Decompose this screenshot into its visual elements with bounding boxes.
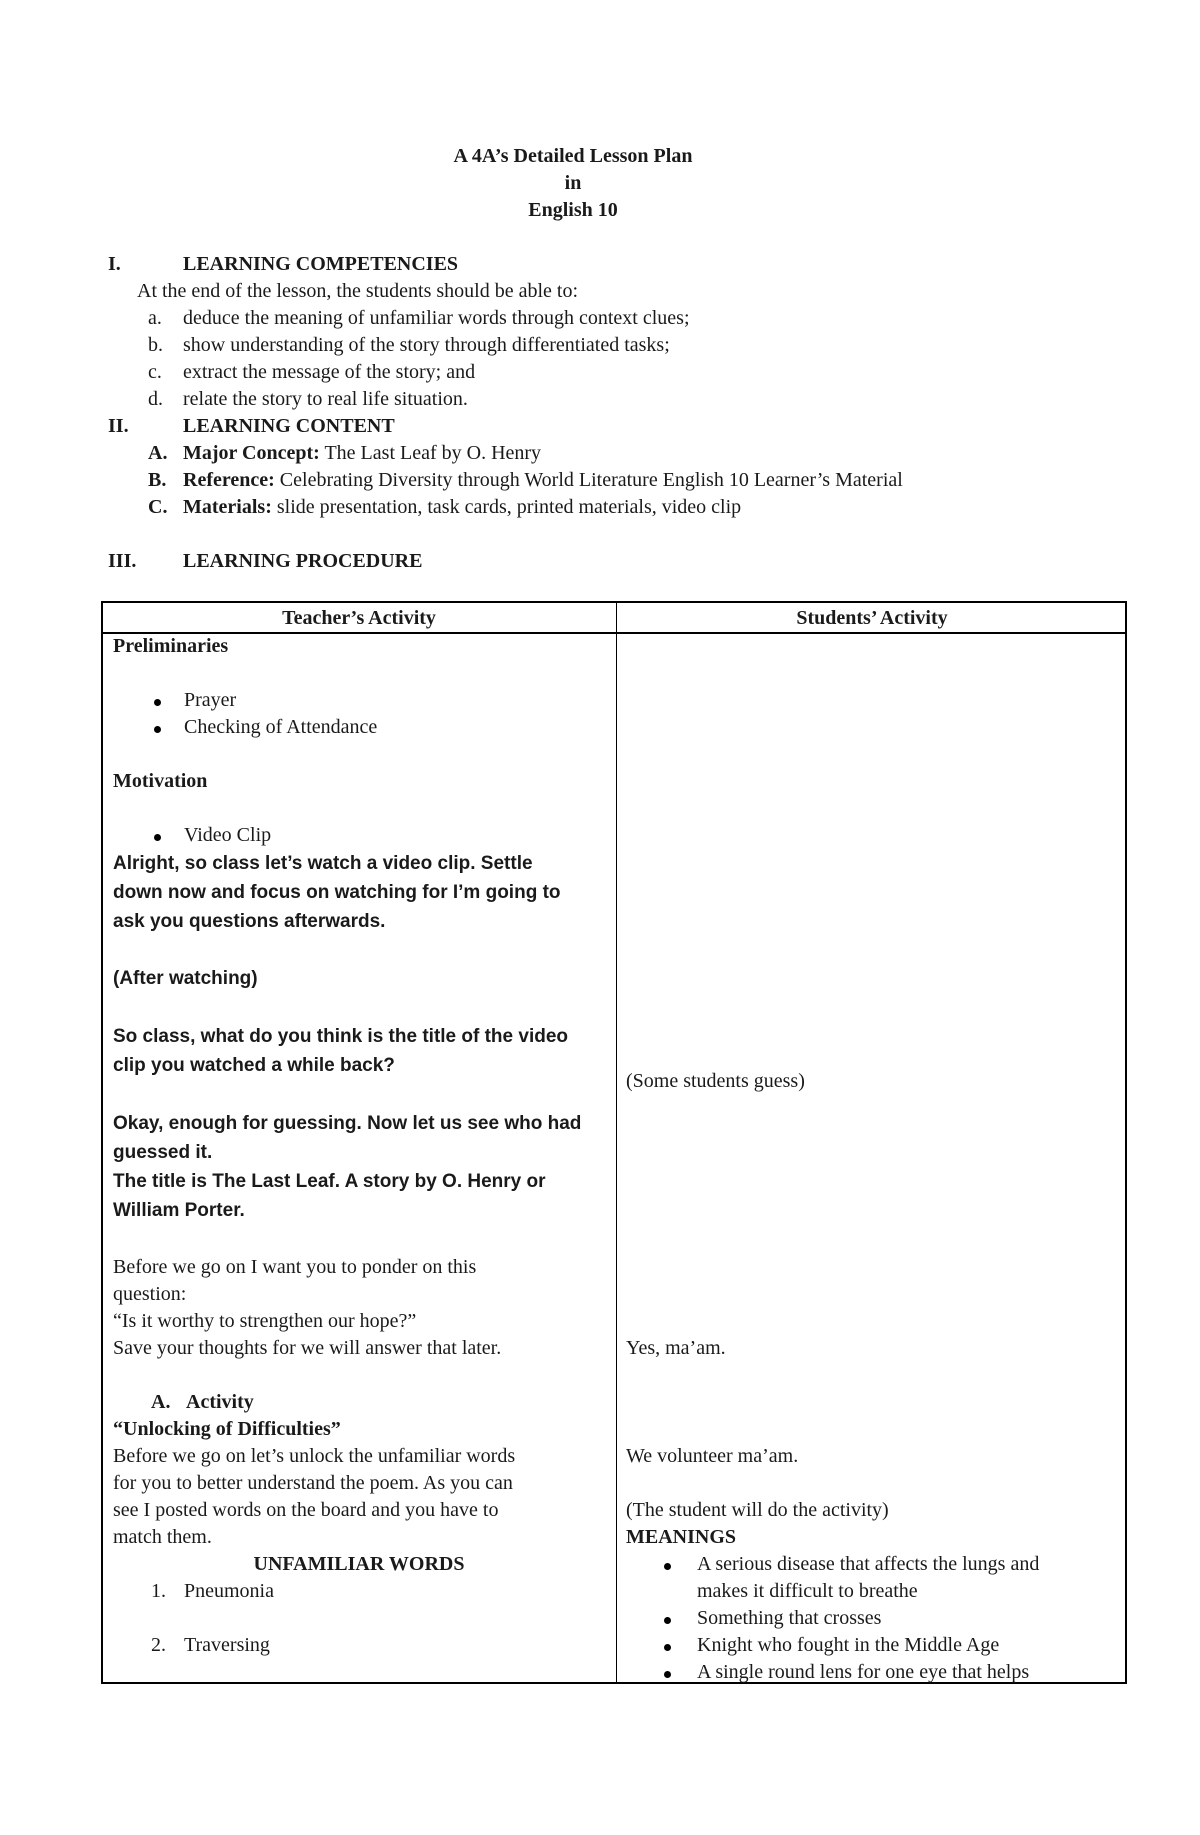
procedure-table [101, 601, 1127, 1684]
competency-item: deduce the meaning of unfamiliar words through context clues; [183, 307, 690, 329]
section1-heading: LEARNING COMPETENCIES [183, 253, 459, 275]
section2-heading: LEARNING CONTENT [183, 415, 395, 437]
section3-numeral: III. [108, 550, 137, 572]
bullet-icon [664, 1563, 671, 1570]
teacher-line: clip you watched a while back? [113, 1055, 395, 1076]
document-title: A 4A’s Detailed Lesson Plan [453, 145, 693, 167]
teacher-line: William Porter. [113, 1200, 245, 1221]
word-marker: 2. [151, 1634, 166, 1656]
word-marker: 1. [151, 1580, 166, 1602]
teacher-line: So class, what do you think is the title of the video [113, 1026, 569, 1047]
column-divider [616, 603, 617, 1682]
teacher-line: ask you questions afterwards. [113, 911, 386, 932]
content-text: Celebrating Diversity through World Literature English 10 Learner’s Material [274, 469, 903, 491]
competency-item: show understanding of the story through differentiated tasks; [183, 334, 670, 356]
bullet-icon [154, 699, 161, 706]
content-item-major-concept [183, 440, 541, 467]
teacher-line: down now and focus on watching for I’m going to [113, 882, 561, 903]
bullet-icon [664, 1617, 671, 1624]
teacher-line: guessed it. [113, 1142, 213, 1163]
word-item: Traversing [184, 1634, 270, 1656]
content-label: Materials: [183, 496, 272, 518]
competency-marker: a. [148, 307, 162, 329]
bullet-icon [664, 1644, 671, 1651]
bullet-icon [154, 726, 161, 733]
attendance-item: Checking of Attendance [184, 716, 378, 738]
word-item: Pneumonia [184, 1580, 274, 1602]
content-label: Major Concept: [183, 442, 320, 464]
content-marker: A. [148, 442, 168, 464]
meaning-item: Something that crosses [697, 1607, 882, 1629]
teacher-line: question: [113, 1283, 187, 1305]
content-label: Reference: [183, 469, 275, 491]
content-text: The Last Leaf by O. Henry [319, 442, 542, 464]
document-title-in: in [564, 172, 582, 194]
content-marker: B. [148, 469, 167, 491]
bullet-icon [664, 1671, 671, 1678]
unfamiliar-words-heading: UNFAMILIAR WORDS [253, 1553, 465, 1575]
meaning-item: Knight who fought in the Middle Age [697, 1634, 1000, 1656]
teacher-line: Alright, so class let’s watch a video clip. Settle [113, 853, 533, 874]
teacher-column-header: Teacher’s Activity [282, 607, 436, 629]
teacher-line: The title is The Last Leaf. A story by O. Henry or [113, 1171, 546, 1192]
student-response: (The student will do the activity) [626, 1499, 889, 1521]
competency-item: extract the message of the story; and [183, 361, 476, 383]
competency-marker: d. [148, 388, 163, 410]
teacher-line: Before we go on I want you to ponder on this [113, 1256, 477, 1278]
student-response: Yes, ma’am. [626, 1337, 726, 1359]
teacher-line: see I posted words on the board and you have to [113, 1499, 499, 1521]
teacher-line: match them. [113, 1526, 212, 1548]
content-marker: C. [148, 496, 168, 518]
competency-marker: b. [148, 334, 163, 356]
meaning-item: A single round lens for one eye that helps [697, 1661, 1030, 1683]
activity-heading: Activity [186, 1391, 254, 1413]
teacher-line: Save your thoughts for we will answer that later. [113, 1337, 502, 1359]
motivation-heading: Motivation [113, 770, 208, 792]
students-column-header: Students’ Activity [796, 607, 948, 629]
section2-numeral: II. [108, 415, 129, 437]
document-subject: English 10 [528, 199, 618, 221]
student-response: We volunteer ma’am. [626, 1445, 799, 1467]
unlocking-heading: “Unlocking of Difficulties” [113, 1418, 341, 1440]
teacher-line: Before we go on let’s unlock the unfamiliar words [113, 1445, 516, 1467]
competency-item: relate the story to real life situation. [183, 388, 468, 410]
activity-marker: A. [151, 1391, 171, 1413]
student-response: (Some students guess) [626, 1070, 805, 1092]
section3-heading: LEARNING PROCEDURE [183, 550, 423, 572]
teacher-line: (After watching) [113, 968, 258, 989]
video-clip-item: Video Clip [184, 824, 272, 846]
meaning-item-continued: makes it difficult to breathe [697, 1580, 918, 1602]
teacher-line: “Is it worthy to strengthen our hope?” [113, 1310, 417, 1332]
content-item-reference [183, 467, 903, 494]
meaning-item: A serious disease that affects the lungs and [697, 1553, 1040, 1575]
section1-intro: At the end of the lesson, the students should be able to: [137, 280, 579, 302]
competency-marker: c. [148, 361, 162, 383]
content-text: slide presentation, task cards, printed materials, video clip [271, 496, 742, 518]
teacher-line: Okay, enough for guessing. Now let us see who had [113, 1113, 582, 1134]
preliminaries-heading: Preliminaries [113, 635, 229, 657]
section1-numeral: I. [108, 253, 121, 275]
meanings-heading: MEANINGS [626, 1526, 737, 1548]
header-divider [103, 632, 1125, 634]
content-item-materials [183, 494, 741, 521]
bullet-icon [154, 834, 161, 841]
teacher-line: for you to better understand the poem. As you can [113, 1472, 513, 1494]
prayer-item: Prayer [184, 689, 237, 711]
